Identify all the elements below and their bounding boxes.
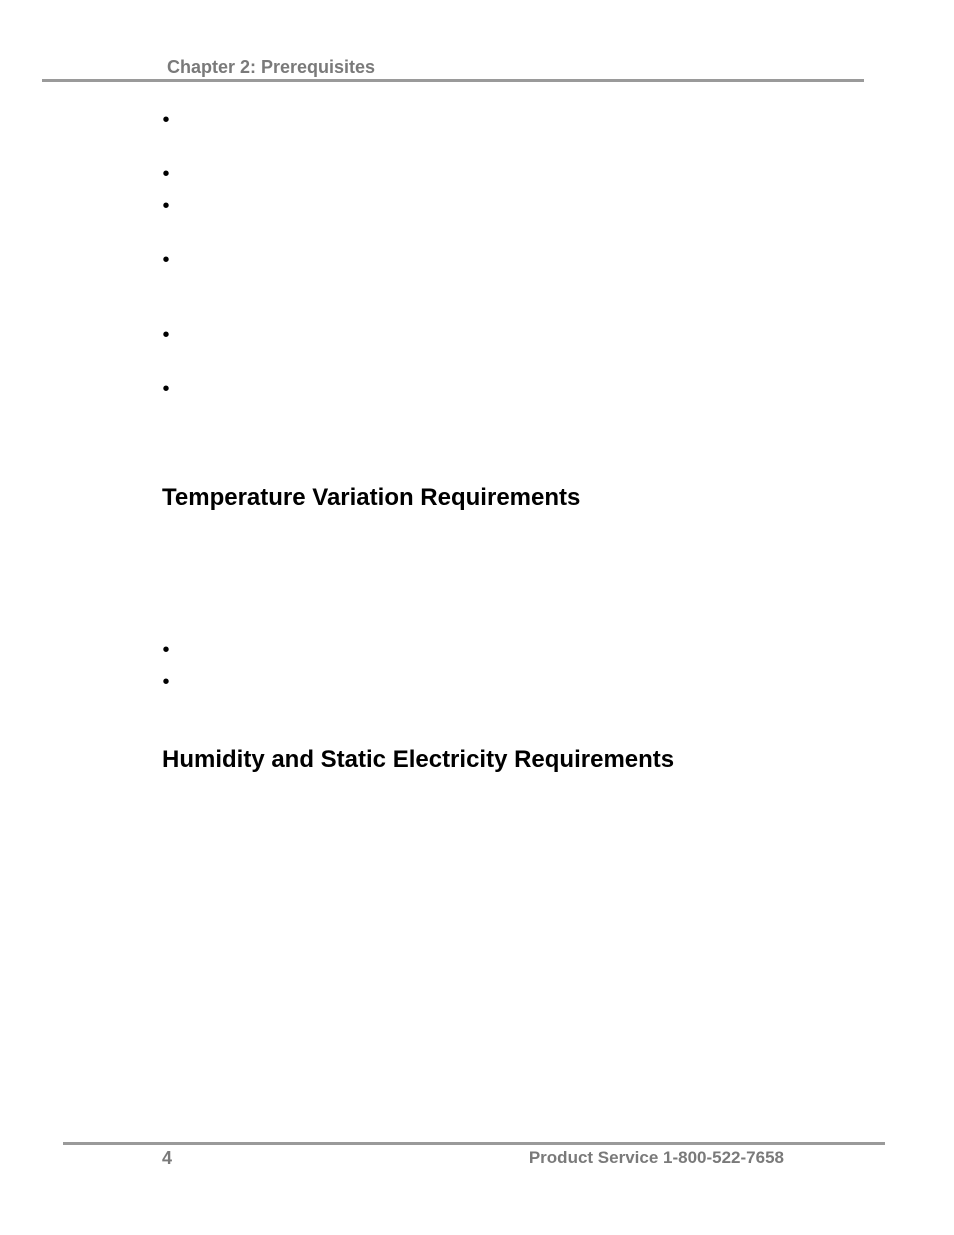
bullet-marker xyxy=(160,196,172,216)
footer-page-number: 4 xyxy=(162,1148,173,1168)
bullet-marker xyxy=(160,379,172,399)
bullet-marker xyxy=(160,250,172,270)
bullet-marker xyxy=(160,325,172,345)
section-heading-humidity: Humidity and Static Electricity Requirements xyxy=(162,746,675,773)
header-divider xyxy=(42,79,864,82)
running-header-chapter-title: Chapter 2: Prerequisites xyxy=(167,57,376,77)
bullet-marker xyxy=(160,110,172,130)
footer-divider xyxy=(63,1142,885,1145)
bullet-marker xyxy=(160,672,172,692)
footer-product-service: Product Service 1-800-522-7658 xyxy=(528,1148,784,1167)
section-heading-temperature: Temperature Variation Requirements xyxy=(162,484,581,511)
bullet-marker xyxy=(160,640,172,660)
bullet-marker xyxy=(160,164,172,184)
